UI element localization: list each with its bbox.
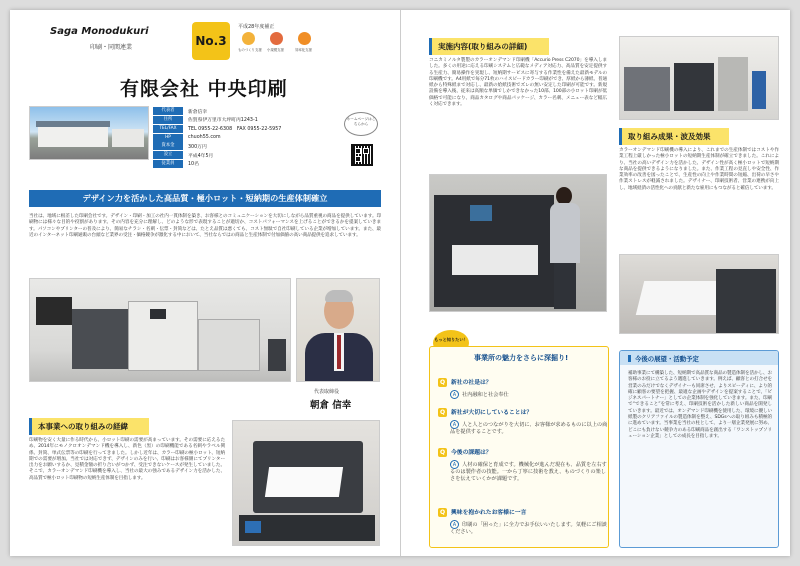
qa-answer: 印刷の「困った」に全力でお手伝いいたします。気軽にご相談ください。	[450, 522, 607, 535]
q-icon: Q	[439, 449, 446, 456]
qa-answer: 人材の確保と育成です。機械化が進んだ現在も、品質を左右するのは製作者の技能。一から丁寧に技術を教え、ものづくりの楽しさを伝えていくかが課題です。	[450, 462, 607, 482]
info-row	[153, 151, 323, 159]
q-icon: Q	[439, 409, 446, 416]
right-page	[401, 10, 790, 556]
info-value: 平成4年5月	[188, 153, 214, 159]
result-paragraph: カラーオンデマンド印刷機の導入により、これまでの生産体制ではコストや作業工程上厳しかった極小ロットの短納期生産体制が確立できました。これにより、当社の高いデザイン力を活かした、デザイン性が高く極小ロットで短納期な商品を提供できるようになりました。また、作業工程の見直しや安全性、作業効率の改善を図ったことで、生産性の向上や作業時間の短縮、出荷の早さや作業ストレスが軽減されました。デザイナー、印刷技術者、営業の連携が向上し、地域経済の活性化への貢献と新たな雇用にもつながると確信しています。	[619, 148, 779, 191]
ceo-portrait-photo	[296, 278, 380, 382]
qr-code-icon[interactable]	[351, 144, 373, 166]
printing-machine-photo	[29, 278, 291, 382]
info-key: HP	[153, 134, 183, 142]
effort-paragraph: 印刷物を安く大量に作る時代から、小ロット印刷の需要が高まっています。その需要に応えるため、2014年にモノクロオンデマンド機を導入し、新色（黒）の印刷機能である名刺やラベル関係、封筒、単式伝票等の印刷を行ってきました。しかし近年は、カラー印刷の極小ロット、短納期での需要が増加。当社では対応できず、デザインのみを行い、印刷はお客様側にてプリンター出力をお願いするか、見積金額の折り合いがつかず、受注できないケースが発生していました。そこで、カラーオンデマンド印刷機を導入し、当社の最大の強みであるデザイン力を活かした、高品質で極小ロット印刷物の短納生産体制を目指します。	[29, 438, 225, 481]
headline-banner	[29, 190, 381, 207]
detail-paragraph: コニカミノルタ製製のカラーオンデマンド印刷機「Accurio Press C2070」を導入しました。多くの用途に応える印刷システムと広範なメディア対応力、高品質を安定提供する生産力、簡易操作を実現し、短納期サービスに寄与する作業性を備えた最新モデルの印刷機です。A4用紙で毎分71枚のハイスピードカラー印刷ができ、厚紙から薄紙、普通紙から特殊紙まで対応し、最新の給紙技術でズレの無い安定した印刷が可能です。新規設備を導入後、従来は高額な単価でしかできなかった10部、100部の小ロット印刷が低価格で可能になり、商品カタログや商品パッケージ、カラー名刺、メニュー表など幅広く対応できます。	[429, 58, 607, 108]
info-key: 資本金	[153, 142, 183, 150]
factory-floor-photo	[619, 36, 779, 120]
support-badge-label-3: 効率化支援	[295, 48, 312, 52]
info-row	[153, 133, 323, 141]
a-icon: A	[450, 420, 459, 429]
q-icon: Q	[439, 379, 446, 386]
headline-text: デザイン力を活かした高品質・極小ロット・短納期の生産体制確立	[82, 193, 328, 203]
future-box	[619, 350, 779, 548]
result-section-title: 取り組み成果・波及効果	[619, 128, 729, 145]
future-section-title	[620, 351, 778, 365]
brochure-spread	[10, 10, 790, 556]
brand-title: Saga Monodukuri	[50, 26, 149, 37]
support-badge-label-1: ものづくり支援	[238, 48, 262, 52]
support-badge-2	[270, 32, 283, 45]
output-tray-photo	[619, 254, 779, 334]
issue-number: No.3	[195, 34, 227, 48]
qa-question: 新社が大切にしていることは？	[451, 410, 533, 416]
issue-badge	[192, 22, 230, 60]
a-icon: A	[450, 390, 459, 399]
info-value: 佐賀県伊万里市大坪町丙1243-1	[188, 118, 258, 124]
q-icon: Q	[439, 509, 446, 516]
info-row	[153, 142, 323, 150]
qa-question: 興味を抱かれたお客様に一言	[451, 510, 527, 516]
info-row	[153, 116, 323, 124]
info-value[interactable]: chuoh55.com	[188, 135, 221, 141]
effort-section-title: 本事業への取り組みの経緯	[29, 418, 149, 435]
qa-item-2	[430, 399, 610, 436]
ceo-role: 代表取締役	[314, 389, 340, 395]
qa-bubble-text: もっと知りたい！	[434, 337, 468, 342]
company-name: 有限会社 中央印刷	[120, 78, 288, 100]
intro-paragraph: 当社は、地域に根差した印刷会社です。デザイン・印刷・加工の社内一貫体制を築き、お客様とのコミュニケーションを大切にしながら品質重視の商品を提供しています。印刷物には様々な目的や役割があります。その内容を充分に理解し、どのような形で表現することが適切か、コストパフォーマンスを上げることができるかを提案していきます。パソコンやプリンターの普及により、簡易なチラシ・名刺・伝票・封筒などは、たとえ品質は悪くても、コスト無駄で自社印刷している企業が増加しています。また、最近のインターネット印刷通販の台頭など業界の受注・価格競争が激化する中において、当社ならではの商品と生産体制で付加価値の高い商品提供を追求しています。	[29, 214, 381, 238]
info-value: 300万円	[188, 144, 207, 150]
qa-item-1	[430, 369, 610, 399]
qa-title: 事業所の魅力をさらに深掘り!	[474, 354, 569, 362]
year-note: 平成28年度補正	[238, 24, 275, 30]
info-row	[153, 107, 323, 115]
support-badges	[238, 32, 328, 56]
info-value: 新倉信幸	[188, 109, 208, 115]
info-value: TEL 0955-22-6308 FAX 0955-22-5957	[188, 127, 282, 133]
homepage-bubble	[344, 112, 378, 136]
company-info-table	[153, 107, 323, 168]
qa-box	[429, 346, 609, 548]
support-badge-1	[242, 32, 255, 45]
qa-item-3	[430, 439, 610, 483]
a-icon: A	[450, 460, 459, 469]
qa-answer: 社内融和と社会奉仕	[462, 392, 509, 398]
left-page	[10, 10, 400, 556]
info-key: 従業員	[153, 160, 183, 168]
qa-question: 今後の課題は？	[451, 450, 492, 456]
future-paragraph: 補助事業にて構築した、短納期で高品質な商品の製造体制を活かし、お客様のお役に立てるよう邁進していきます。例えば、顧客との打合せを営業のみだけでなくデザイナーも同席させ、よりスピーディに、より的確に顧客の要望を把握、最適な企画やデザインを提案することで、「ビジネスパートナー」としての企業体制を強化していきます。また、印刷で“できること”を常に考え、印刷技術を活かした新しい商品を開発していきます。最近では、オンデマンド印刷機を使用した、環境に優しい紙製のクリアファイルの製造体制を整え、SDGsへの取り組みも積極的に進めています。当事業を当社の柱として、より一層企業発展に努め、どこにも負けない競争力のある印刷商品を創出する「ワンストップソリューション企業」としての成長を目指します。	[628, 371, 772, 439]
homepage-note: ホームページはこちらから	[346, 117, 376, 126]
qa-item-4	[430, 499, 610, 536]
info-key: 代表者	[153, 107, 183, 115]
qa-answer: 人と人とのつながりを大切に、お客様が求めるものに以上の商品を提供することです。	[450, 422, 608, 435]
printed-output-photo	[232, 420, 380, 546]
info-value: 10名	[188, 162, 199, 168]
support-badge-label-2: 小規模支援	[267, 48, 284, 52]
info-row	[153, 125, 323, 133]
ceo-name: 朝倉 信幸	[310, 400, 352, 411]
support-badge-3	[298, 32, 311, 45]
operator-at-machine-photo	[429, 174, 607, 312]
info-key: 住所	[153, 116, 183, 124]
future-title-text: 今後の展望・活動予定	[635, 355, 699, 363]
a-icon: A	[450, 520, 459, 529]
brand-subtitle: 印刷・同関連業	[90, 44, 133, 51]
info-row	[153, 160, 323, 168]
qa-question: 新社の社是は？	[451, 380, 492, 386]
info-key: 設立	[153, 151, 183, 159]
info-key: TEL/FAX	[153, 125, 183, 133]
detail-section-title: 実施内容(取り組みの詳細)	[429, 38, 549, 55]
factory-exterior-photo	[29, 106, 149, 160]
